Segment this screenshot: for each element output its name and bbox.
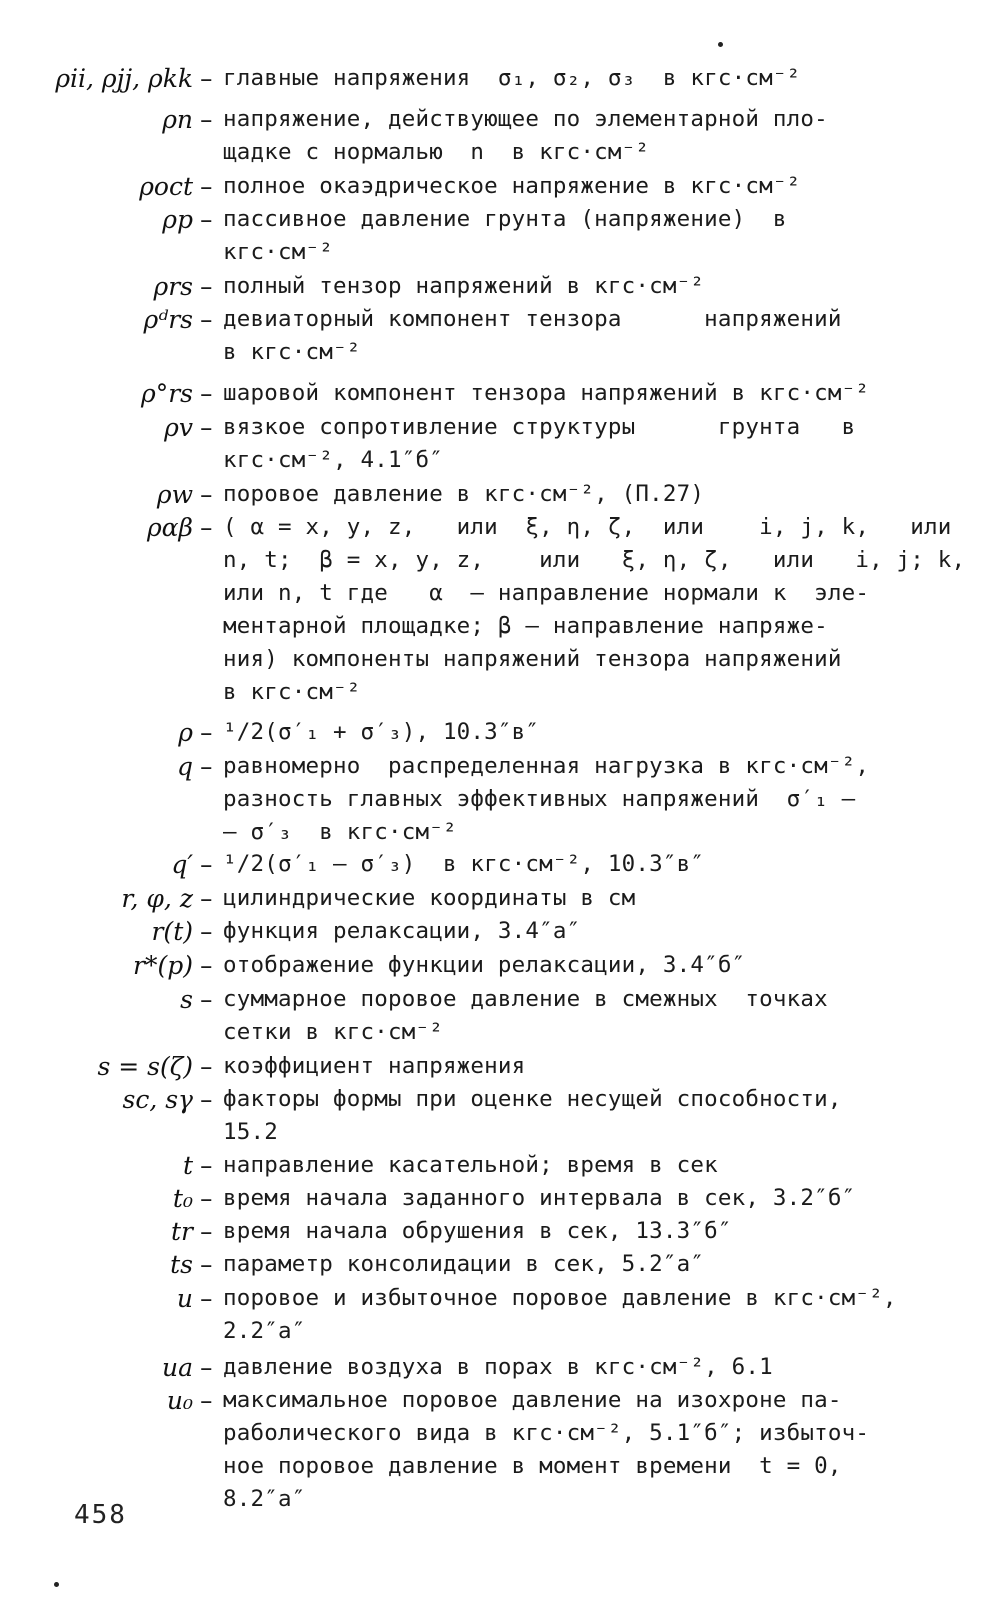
glossary-description [223,750,923,849]
glossary-symbol: s = s(ζ) [97,1052,193,1081]
dash-separator: – [200,1386,213,1415]
glossary-description [223,949,923,982]
glossary-symbol: ραβ [146,513,193,542]
dash-separator: – [200,105,213,134]
glossary-description [223,170,923,203]
description-line: главные напряжения σ₁, σ₂, σ₃ в кгс·см⁻² [223,65,801,91]
description-line: девиаторный компонент тензора напряжений [223,306,842,332]
description-line: 15.2 [223,1119,278,1145]
dash-separator: – [200,1217,213,1246]
dash-separator: – [200,752,213,781]
dash-separator: – [200,1052,213,1081]
glossary-description [223,1182,923,1215]
glossary-symbol: ρii, ρjj, ρkk [55,64,193,93]
description-line: ное поровое давление в момент времени t = 0, [223,1453,842,1479]
description-line: 2.2″а″ [223,1318,306,1344]
glossary-description [223,1384,923,1516]
dash-separator: – [200,850,213,879]
glossary-description [223,1215,923,1248]
dash-separator: – [200,1250,213,1279]
dash-separator: – [200,1184,213,1213]
description-line: давление воздуха в порах в кгс·см⁻², 6.1 [223,1354,773,1380]
dash-separator: – [200,1085,213,1114]
description-line: напряжение, действующее по элементарной пло- [223,106,828,132]
description-line: кгс·см⁻², 4.1″б″ [223,447,443,473]
glossary-symbol: ρoct [139,172,193,201]
glossary-symbol: q′ [171,850,193,879]
glossary-symbol: r*(p) [133,951,193,980]
glossary-description [223,848,923,881]
glossary-description [223,983,923,1049]
description-line: время начала заданного интервала в сек, 3.2″б″ [223,1185,856,1211]
description-line: шаровой компонент тензора напряжений в кгс·см⁻² [223,380,870,406]
description-line: n, t; β = x, y, z, или ξ, η, ζ, или i, j; k, [223,547,966,573]
glossary-symbol: ρv [164,413,193,442]
dash-separator: – [200,205,213,234]
description-line: цилиндрические координаты в см [223,885,636,911]
description-line: кгс·см⁻² [223,239,333,265]
dash-separator: – [200,305,213,334]
glossary-description [223,1248,923,1281]
glossary-description [223,103,923,169]
dash-separator: – [200,917,213,946]
description-line: в кгс·см⁻² [223,679,361,705]
glossary-symbol: ρ [178,718,193,747]
glossary-symbol: u₀ [166,1386,193,1415]
description-line: ментарной площадке; β – направление напряже- [223,613,828,639]
dash-separator: – [200,272,213,301]
description-line: полный тензор напряжений в кгс·см⁻² [223,273,705,299]
description-line: факторы формы при оценке несущей способности, [223,1086,842,1112]
description-line: время начала обрушения в сек, 13.3″б″ [223,1218,732,1244]
page-number: 458 [74,1500,127,1530]
description-line: отображение функции релаксации, 3.4″б″ [223,952,746,978]
glossary-description [223,411,923,477]
scan-speck [54,1582,59,1587]
glossary-symbol: ρrs [153,272,193,301]
glossary-symbol: ρᵈrs [143,305,193,334]
description-line: пассивное давление грунта (напряжение) в [223,206,787,232]
description-line: ¹/2(σ′₁ + σ′₃), 10.3″в″ [223,719,540,745]
dash-separator: – [200,379,213,408]
glossary-description [223,62,923,95]
description-line: максимальное поровое давление на изохроне па- [223,1387,842,1413]
description-line: ¹/2(σ′₁ – σ′₃) в кгс·см⁻², 10.3″в″ [223,851,705,877]
dash-separator: – [200,985,213,1014]
description-line: поровое и избыточное поровое давление в кгс·см⁻², [223,1285,897,1311]
glossary-description [223,478,923,511]
description-line: функция релаксации, 3.4″а″ [223,918,581,944]
glossary-description [223,1282,923,1348]
dash-separator: – [200,884,213,913]
glossary-description [223,303,923,369]
glossary-description [223,882,923,915]
scan-speck [718,42,723,47]
glossary-description [223,203,923,269]
description-line: раболического вида в кгс·см⁻², 5.1″б″; избыточ- [223,1420,870,1446]
description-line: ния) компоненты напряжений тензора напряжений [223,646,842,672]
description-line: поровое давление в кгс·см⁻², (П.27) [223,481,705,507]
description-line: равномерно распределенная нагрузка в кгс·см⁻², [223,753,870,779]
dash-separator: – [200,1151,213,1180]
glossary-symbol: u [176,1284,193,1313]
description-line: сетки в кгс·см⁻² [223,1019,443,1045]
dash-separator: – [200,1284,213,1313]
glossary-symbol: s [180,985,193,1014]
glossary-symbol: ua [161,1353,193,1382]
glossary-symbol: t₀ [172,1184,193,1213]
description-line: в кгс·см⁻² [223,339,361,365]
dash-separator: – [200,480,213,509]
glossary-description [223,1083,923,1149]
glossary-symbol: ρ°rs [141,379,193,408]
description-line: коэффициент напряжения [223,1053,526,1079]
glossary-symbol: r(t) [151,917,193,946]
dash-separator: – [200,718,213,747]
dash-separator: – [200,951,213,980]
description-line: вязкое сопротивление структуры грунта в [223,414,856,440]
glossary-description [223,915,923,948]
description-line: 8.2″а″ [223,1486,306,1512]
dash-separator: – [200,513,213,542]
glossary-description [223,716,923,749]
description-line: разность главных эффективных напряжений σ′₁ – [223,786,856,812]
glossary-description [223,1050,923,1083]
description-line: – σ′₃ в кгс·см⁻² [223,819,457,845]
description-line: направление касательной; время в сек [223,1152,718,1178]
glossary-symbol: tr [171,1217,193,1246]
glossary-symbol: ρw [156,480,193,509]
glossary-symbol: r, φ, z [121,884,193,913]
glossary-symbol: q [176,752,193,781]
dash-separator: – [200,172,213,201]
glossary-symbol: t [182,1151,193,1180]
glossary-description [223,377,923,410]
dash-separator: – [200,1353,213,1382]
description-line: параметр консолидации в сек, 5.2″а″ [223,1251,705,1277]
glossary-description [223,1149,923,1182]
description-line: щадке с нормалью n в кгс·см⁻² [223,139,650,165]
glossary-symbol: ρn [162,105,193,134]
glossary-description [223,1351,923,1384]
dash-separator: – [200,64,213,93]
glossary-symbol: ρp [162,205,193,234]
glossary-description [223,270,923,303]
description-line: или n, t где α – направление нормали к эле- [223,580,870,606]
description-line: суммарное поровое давление в смежных точках [223,986,828,1012]
description-line: ( α = x, y, z, или ξ, η, ζ, или i, j, k, или [223,514,952,540]
glossary-symbol: ts [170,1250,193,1279]
dash-separator: – [200,413,213,442]
glossary-symbol: sc, sγ [122,1085,193,1114]
description-line: полное окаэдрическое напряжение в кгс·см⁻² [223,173,801,199]
glossary-description [223,511,966,709]
